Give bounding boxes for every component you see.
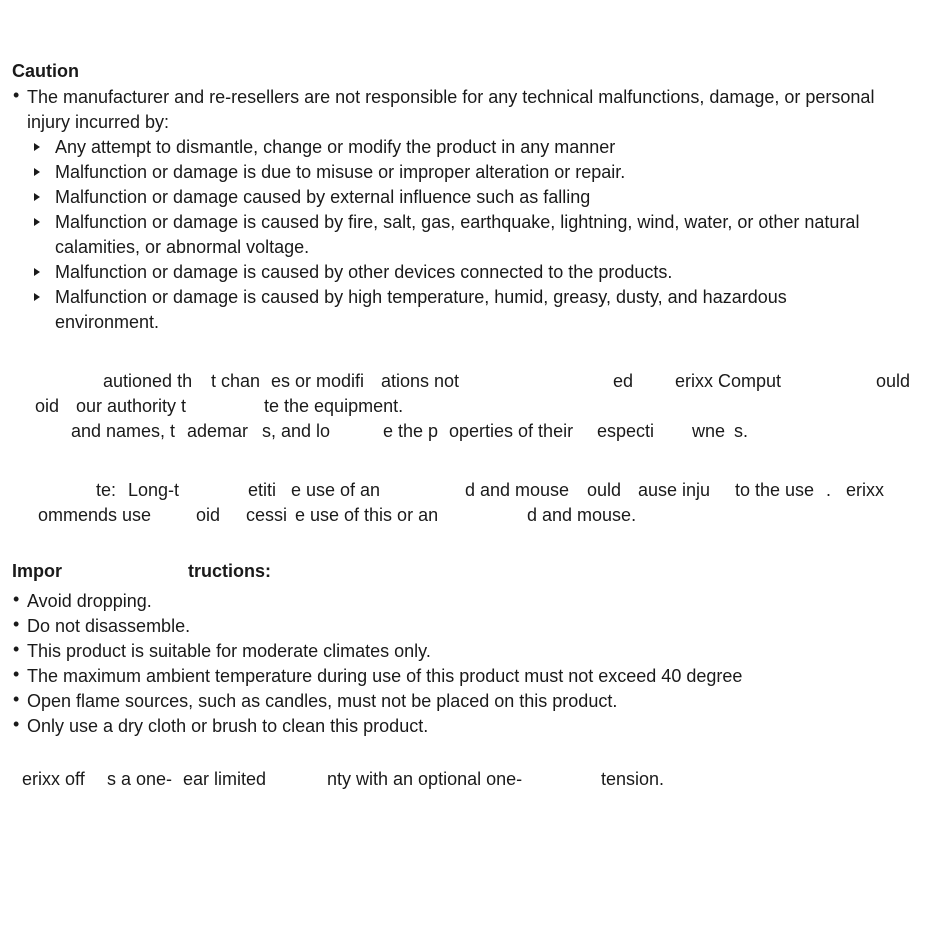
text-fragment: erixx <box>846 480 885 500</box>
text-fragment: our authority t <box>76 396 187 416</box>
text-fragment: s. <box>734 421 749 441</box>
triangle-bullet-icon <box>34 268 40 276</box>
text-fragment: Long-t <box>128 480 180 500</box>
important-heading-part: tructions: <box>188 561 271 581</box>
caution-item: Malfunction or damage is due to misuse or improper alteration or repair. <box>55 162 626 182</box>
text-fragment: . <box>826 480 832 500</box>
important-item: The maximum ambient temperature during use of this product must not exceed 40 degree <box>27 666 743 686</box>
triangle-bullet-icon <box>34 193 40 201</box>
triangle-bullet-icon <box>34 168 40 176</box>
text-fragment: ould <box>587 480 622 500</box>
important-item: Avoid dropping. <box>27 591 152 611</box>
triangle-bullet-icon <box>34 218 40 226</box>
caution-item: Malfunction or damage is caused by fire, salt, gas, earthquake, lightning, wind, water, or other natural <box>55 212 860 232</box>
caution-intro-line1: The manufacturer and re-resellers are not responsible for any technical malfunctions, damage, or personal <box>27 87 875 107</box>
text-fragment: ademar <box>187 421 249 441</box>
text-fragment: ause inju <box>638 480 711 500</box>
caution-item: Any attempt to dismantle, change or modify the product in any manner <box>55 137 616 157</box>
text-fragment: ed <box>613 371 634 391</box>
bullet-dot: • <box>13 639 20 659</box>
warranty-fragment: erixx off <box>22 769 85 789</box>
text-fragment: cessi <box>246 505 288 525</box>
text-fragment: wne <box>692 421 726 441</box>
text-fragment: ations not <box>381 371 460 391</box>
bullet-dot: • <box>13 714 20 734</box>
text-fragment: erixx Comput <box>675 371 782 391</box>
warranty-fragment: s a one- <box>107 769 173 789</box>
bullet-dot: • <box>13 85 20 105</box>
bullet-dot: • <box>13 689 20 709</box>
text-fragment: operties of their <box>449 421 574 441</box>
text-fragment: s, and lo <box>262 421 331 441</box>
text-fragment: ommends use <box>38 505 152 525</box>
caution-item-continuation: calamities, or abnormal voltage. <box>55 237 310 257</box>
important-item: Only use a dry cloth or brush to clean this product. <box>27 716 429 736</box>
triangle-bullet-icon <box>34 143 40 151</box>
caution-item: Malfunction or damage is caused by other devices connected to the products. <box>55 262 673 282</box>
text-fragment: oid <box>196 505 221 525</box>
text-fragment: te the equipment. <box>264 396 404 416</box>
bullet-dot: • <box>13 614 20 634</box>
text-fragment: autioned th <box>103 371 193 391</box>
important-item: Open flame sources, such as candles, must not be placed on this product. <box>27 691 618 711</box>
caution-item-continuation: environment. <box>55 312 160 332</box>
bullet-dot: • <box>13 589 20 609</box>
text-fragment: e use of an <box>291 480 381 500</box>
important-item: Do not disassemble. <box>27 616 191 636</box>
warranty-fragment: ear limited <box>183 769 267 789</box>
triangle-bullet-icon <box>34 293 40 301</box>
warranty-fragment: tension. <box>601 769 665 789</box>
text-fragment: d and mouse. <box>527 505 637 525</box>
caution-heading: Caution <box>12 61 79 81</box>
caution-item: Malfunction or damage caused by external influence such as falling <box>55 187 591 207</box>
text-fragment: and names, t <box>71 421 176 441</box>
text-fragment: t chan <box>211 371 261 391</box>
text-fragment: e the p <box>383 421 439 441</box>
text-fragment: especti <box>597 421 655 441</box>
bullet-dot: • <box>13 664 20 684</box>
text-fragment: oid <box>35 396 60 416</box>
text-fragment: te: <box>96 480 117 500</box>
text-fragment: to the use <box>735 480 815 500</box>
text-fragment: ould <box>876 371 911 391</box>
warranty-fragment: nty with an optional one- <box>327 769 523 789</box>
text-fragment: etiti <box>248 480 277 500</box>
important-item: This product is suitable for moderate climates only. <box>27 641 431 661</box>
text-fragment: es or modifi <box>271 371 365 391</box>
important-heading-part: Impor <box>12 561 63 581</box>
text-fragment: e use of this or an <box>295 505 439 525</box>
text-fragment: d and mouse <box>465 480 570 500</box>
caution-item: Malfunction or damage is caused by high temperature, humid, greasy, dusty, and hazardous <box>55 287 787 307</box>
caution-intro-line2: injury incurred by: <box>27 112 170 132</box>
